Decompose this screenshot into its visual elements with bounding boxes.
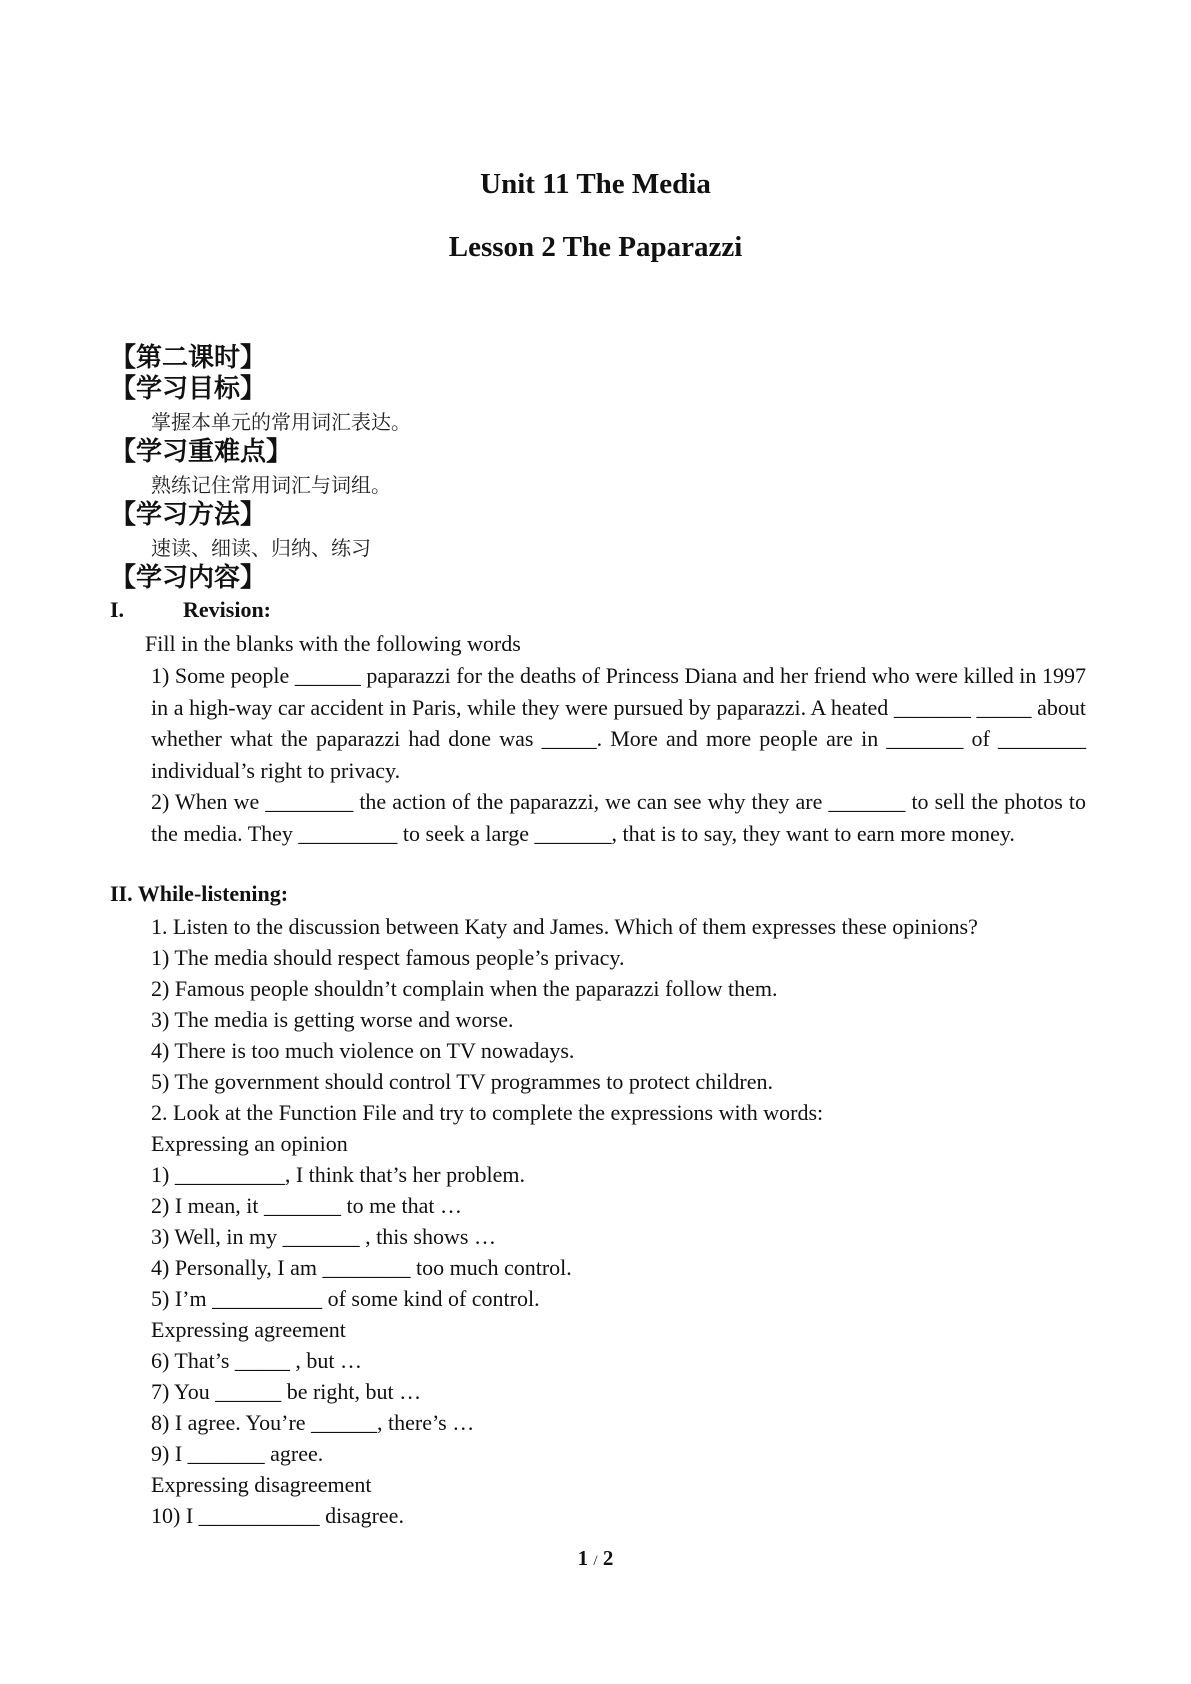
section-title: Revision:: [183, 597, 271, 622]
page-number: [0, 1546, 1191, 1571]
list-item: Expressing agreement: [151, 1317, 346, 1342]
list-item: Expressing disagreement: [151, 1472, 372, 1497]
unit-title: Unit 11 The Media: [480, 168, 711, 200]
section-heading: II. While-listening:: [110, 881, 289, 906]
list-item: 10) I ___________ disagree.: [151, 1503, 404, 1528]
list-item: 4) Personally, I am ________ too much control.: [151, 1255, 572, 1280]
key-points-heading: 【学习重难点】: [110, 437, 293, 467]
revision-instruction: Fill in the blanks with the following words: [145, 631, 521, 656]
list-item: 6) That’s _____ , but …: [151, 1348, 363, 1373]
lesson-period-heading: 【第二课时】: [110, 343, 267, 373]
list-item: Expressing an opinion: [151, 1131, 348, 1156]
list-item: 3) Well, in my _______ , this shows …: [151, 1224, 496, 1249]
list-item: 9) I _______ agree.: [151, 1441, 324, 1466]
list-item: 2. Look at the Function File and try to complete the expressions with words:: [151, 1100, 824, 1125]
list-item: 2) I mean, it _______ to me that …: [151, 1193, 462, 1218]
key-points-text: 熟练记住常用词汇与词组。: [151, 473, 391, 497]
list-item: 5) The government should control TV programmes to protect children.: [151, 1069, 773, 1094]
list-item: 7) You ______ be right, but …: [151, 1379, 422, 1404]
method-text: 速读、细读、归纳、练习: [151, 536, 371, 560]
total-pages: 2: [602, 1546, 614, 1570]
revision-paragraph-1: 1) Some people ______ paparazzi for the deaths of Princess Diana and her friend who were killed in 1997 in a high-way car accident in Paris, while they were pursued by paparazzi. A heated _______ _____ about whether what the paparazzi had done was _____. More and more people are in _______ of ________ individual’s right to privacy.: [151, 663, 1086, 783]
content-heading: 【学习内容】: [110, 563, 267, 593]
goal-heading: 【学习目标】: [110, 374, 267, 404]
revision-paragraph-2: 2) When we ________ the action of the paparazzi, we can see why they are _______ to sell the photos to the media. They _________ to seek a large _______, that is to say, they want to earn more money.: [151, 789, 1086, 846]
list-item: 4) There is too much violence on TV nowadays.: [151, 1038, 575, 1063]
page-separator: /: [593, 1553, 598, 1569]
section-number: I.: [110, 597, 125, 622]
list-item: 8) I agree. You’re ______, there’s …: [151, 1410, 475, 1435]
lesson-title: Lesson 2 The Paparazzi: [448, 231, 743, 263]
current-page: 1: [577, 1546, 589, 1570]
goal-text: 掌握本单元的常用词汇表达。: [151, 410, 411, 434]
list-item: 2) Famous people shouldn’t complain when the paparazzi follow them.: [151, 976, 778, 1001]
list-item: 1. Listen to the discussion between Katy and James. Which of them expresses these opinions?: [151, 914, 978, 939]
list-item: 1) The media should respect famous people’s privacy.: [151, 945, 625, 970]
list-item: 3) The media is getting worse and worse.: [151, 1007, 514, 1032]
list-item: 1) __________, I think that’s her problem.: [151, 1162, 525, 1187]
list-item: 5) I’m __________ of some kind of control.: [151, 1286, 540, 1311]
method-heading: 【学习方法】: [110, 500, 267, 530]
